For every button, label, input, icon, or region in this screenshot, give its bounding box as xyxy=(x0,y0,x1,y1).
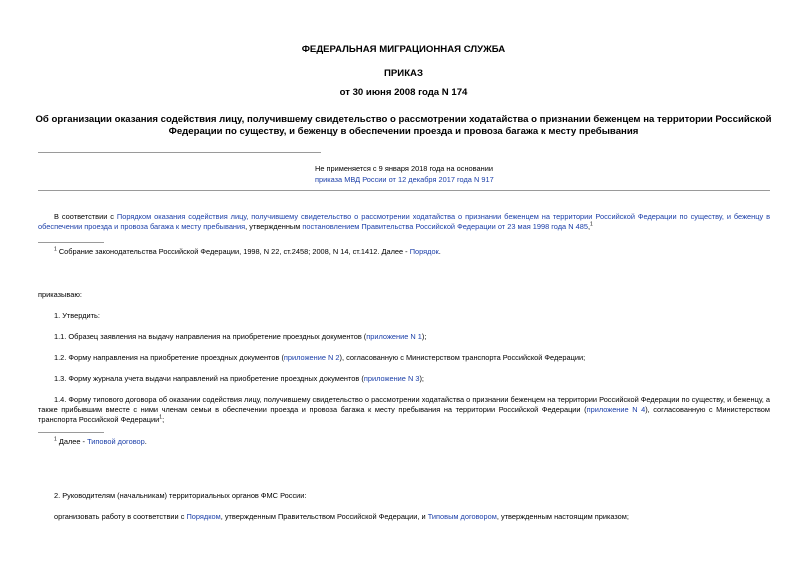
footnote-1-mark: 1 xyxy=(54,246,57,253)
preamble-text-start: В соответствии с xyxy=(54,212,117,221)
item-1-1-text: 1.1. Образец заявления на выдачу направления на приобретение проездных документов ( xyxy=(54,332,367,341)
doc-type: ПРИКАЗ xyxy=(384,68,423,79)
item-1-1-end: ); xyxy=(421,332,427,341)
item-1-4 xyxy=(38,395,770,425)
separator-status xyxy=(38,190,770,191)
status-link-wrap xyxy=(315,175,494,185)
item-1-4-end: ), согласованную с Министерством транспорта Российской Федерации xyxy=(38,405,771,424)
footnote-2 xyxy=(54,437,147,447)
item-1-3 xyxy=(54,374,424,384)
item-1-4-text: 1.4. Форму типового договора об оказании содействия лицу, получившему свидетельство о рассмотрении ходатайства о признании беженцем на территории Российской Федерации по существу, и беженцу, а также прибывшим вместе с ними членам семьи в обеспечении проезда и провоза багажа к месту пребывания на территории Российской Федерации ( xyxy=(38,395,770,414)
footnote-1-end: . xyxy=(438,247,441,256)
item-2-instruction-end: , утвержденным настоящим приказом; xyxy=(496,512,629,521)
footnote-2-end: . xyxy=(144,437,147,446)
status-link[interactable]: приказа МВД России от 12 декабря 2017 года N 917 xyxy=(315,175,494,184)
item-1: 1. Утвердить: xyxy=(54,311,100,320)
preamble-footnote-mark: 1 xyxy=(590,221,593,228)
preamble-link-resolution[interactable]: постановлением Правительства Российской Федерации от 23 мая 1998 года N 485 xyxy=(302,222,588,231)
doc-title-line2: Федерации по существу, и беженцу в обеспечении проезда и провоза багажа к месту пребывания xyxy=(168,126,639,137)
org-name: ФЕДЕРАЛЬНАЯ МИГРАЦИОННАЯ СЛУЖБА xyxy=(301,44,506,55)
item-2-instruction-text: организовать работу в соответствии с xyxy=(54,512,187,521)
footnote-2-link[interactable]: Типовой договор xyxy=(87,437,145,446)
separator-top xyxy=(38,152,321,153)
item-2-instruction xyxy=(54,512,629,522)
footnote-1-text: Собрание законодательства Российской Федерации, 1998, N 22, ст.2458; 2008, N 14, ст.1412. Далее - xyxy=(56,247,410,256)
preamble-link-procedure[interactable]: Порядком оказания содействия лицу, получившему свидетельство о рассмотрении ходатайства о признании беженцем на территории Российской Федерации по существу, и беженцу в обеспечении проезда и провоза багажа к месту пребывания xyxy=(38,212,771,231)
preamble-text-mid: , утвержденным xyxy=(245,222,303,231)
appendix-1-link[interactable]: приложение N 1 xyxy=(366,332,422,341)
item-2-instruction-mid: , утвержденным Правительством Российской Федерации, и xyxy=(220,512,428,521)
item-1-4-footnote-mark: 1 xyxy=(159,414,163,421)
item-1-2-end: ), согласованную с Министерством транспорта Российской Федерации; xyxy=(339,353,586,362)
item-1-3-text: 1.3. Форму журнала учета выдачи направлений на приобретение проездных документов ( xyxy=(54,374,364,383)
item-1-3-end: ); xyxy=(419,374,424,383)
preamble-paragraph xyxy=(38,212,770,232)
appendix-2-link[interactable]: приложение N 2 xyxy=(283,353,340,362)
model-contract-link[interactable]: Типовым договором xyxy=(427,512,497,521)
appendix-3-link[interactable]: приложение N 3 xyxy=(363,374,420,383)
item-1-2 xyxy=(54,353,585,363)
status-note: Не применяется с 9 января 2018 года на основании xyxy=(315,164,493,173)
doc-date-number: от 30 июня 2008 года N 174 xyxy=(339,87,468,98)
footnote-2-mark: 1 xyxy=(54,436,57,443)
item-2: 2. Руководителям (начальникам) территориальных органов ФМС России: xyxy=(54,491,307,500)
appendix-4-link[interactable]: приложение N 4 xyxy=(586,405,646,414)
footnote-1 xyxy=(54,247,441,257)
item-1-1 xyxy=(54,332,426,342)
doc-title-line1: Об организации оказания содействия лицу, получившему свидетельство о рассмотрении ходатайства о признании беженцем на территории Российской xyxy=(35,114,772,125)
preamble-text-end: , xyxy=(587,222,591,231)
footnote-2-text: Далее - xyxy=(56,437,88,446)
footnote-1-link[interactable]: Порядок xyxy=(409,247,439,256)
footnote-separator-1 xyxy=(38,242,104,243)
order-word: приказываю: xyxy=(38,290,82,299)
procedure-link[interactable]: Порядком xyxy=(186,512,221,521)
item-1-2-text: 1.2. Форму направления на приобретение проездных документов ( xyxy=(54,353,284,362)
footnote-separator-2 xyxy=(38,432,104,433)
item-1-4-tail: ; xyxy=(162,415,165,424)
